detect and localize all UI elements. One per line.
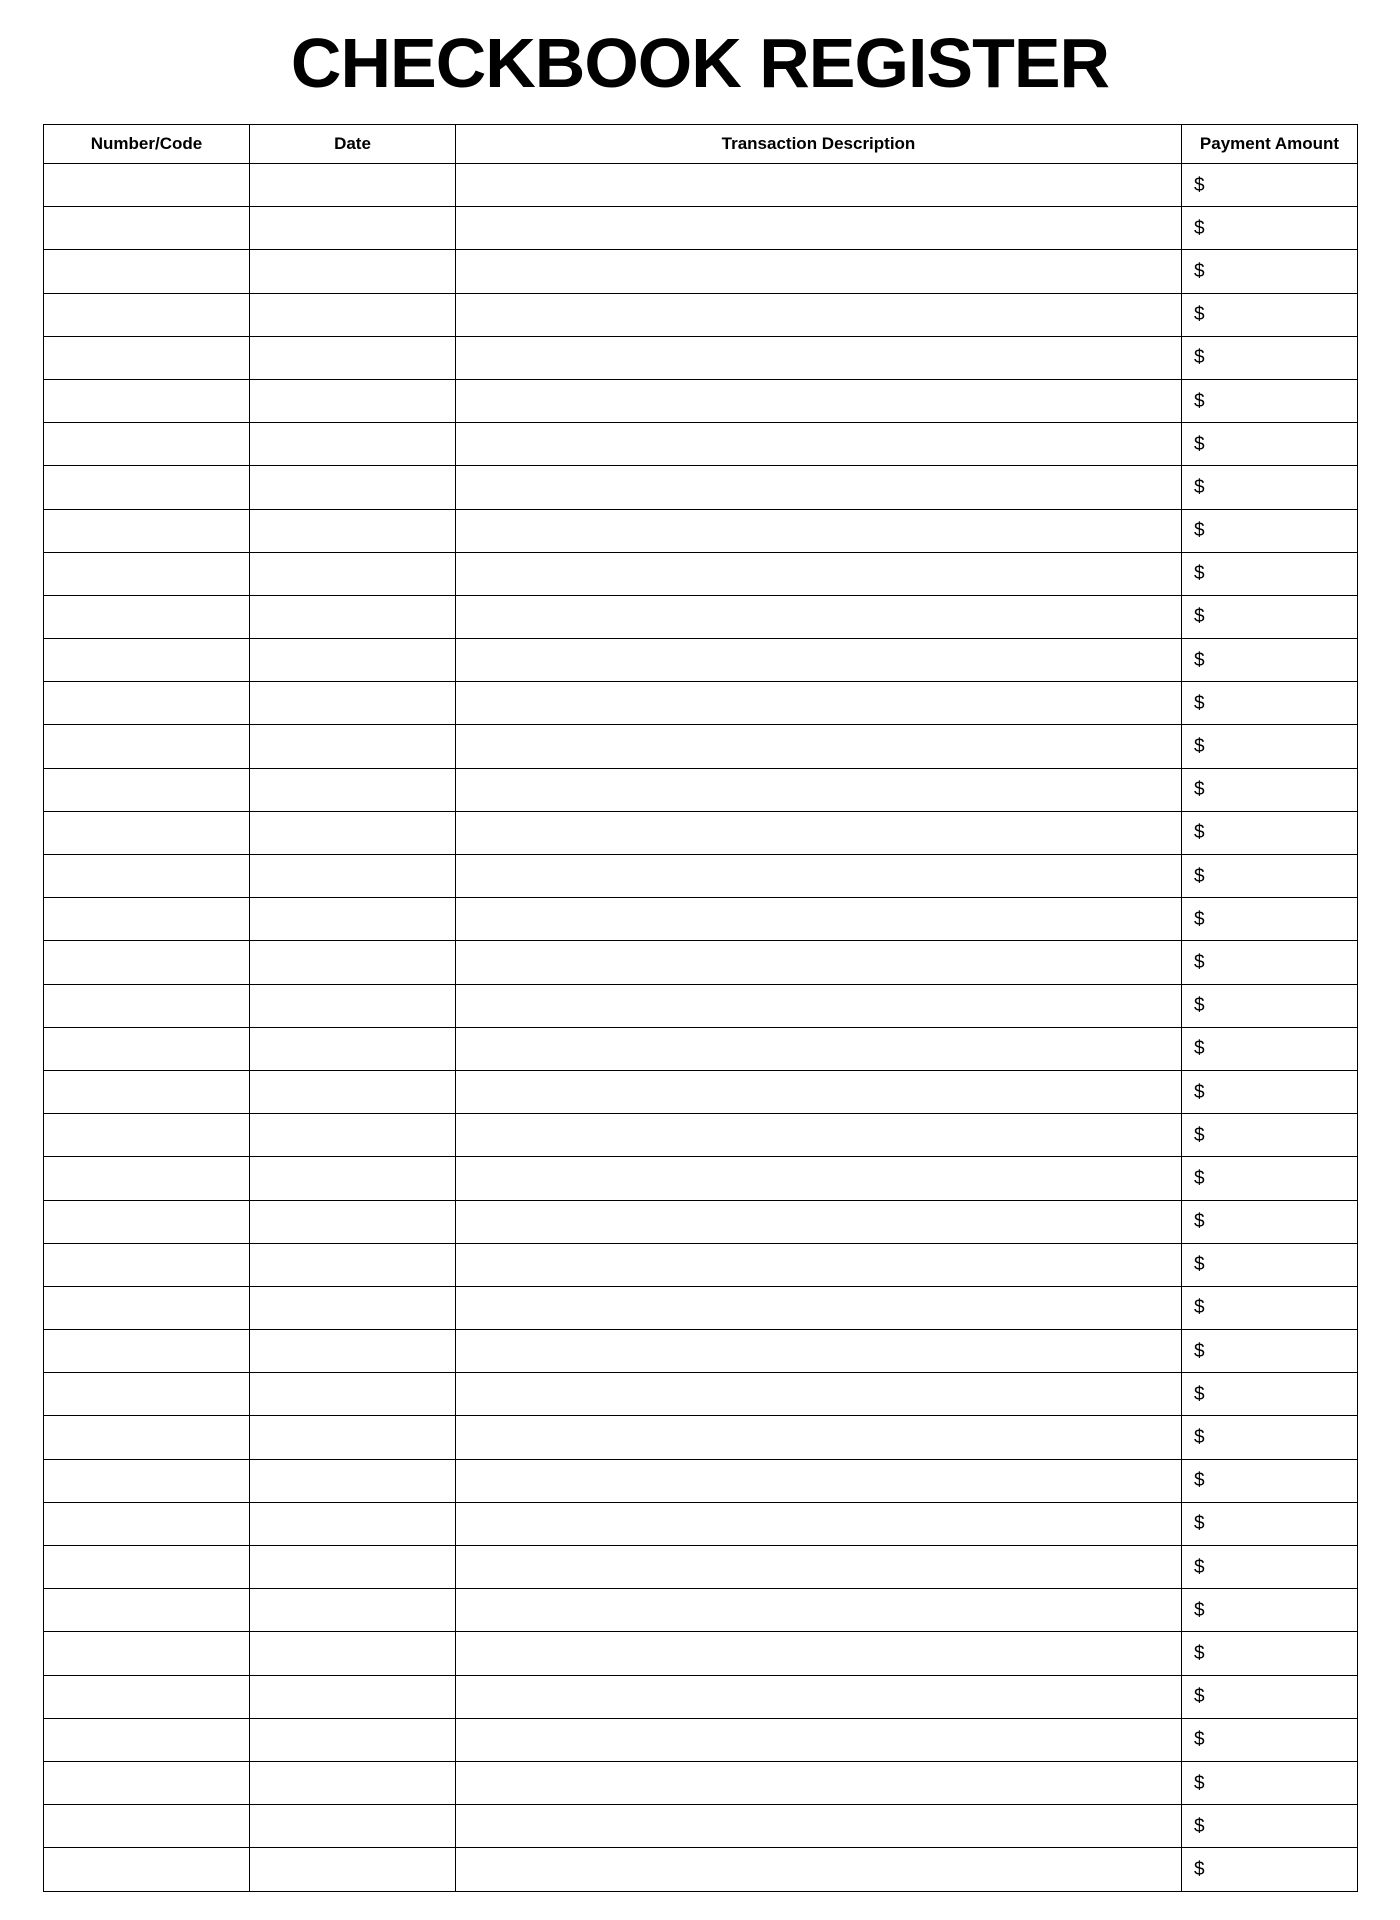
table-row[interactable] (44, 1546, 1358, 1589)
table-row[interactable] (44, 1070, 1358, 1113)
cell-number-code[interactable] (44, 1070, 250, 1113)
cell-date[interactable] (250, 552, 456, 595)
currency-symbol: $ (1194, 1383, 1205, 1405)
table-row[interactable] (44, 1761, 1358, 1804)
cell-payment-amount[interactable] (1182, 423, 1358, 466)
cell-payment-amount[interactable] (1182, 1373, 1358, 1416)
table-row[interactable] (44, 466, 1358, 509)
cell-payment-amount[interactable] (1182, 682, 1358, 725)
cell-date[interactable] (250, 1848, 456, 1891)
cell-number-code[interactable] (44, 725, 250, 768)
cell-date[interactable] (250, 1805, 456, 1848)
cell-transaction-description[interactable] (456, 1200, 1182, 1243)
cell-number-code[interactable] (44, 1459, 250, 1502)
table-header (44, 125, 1358, 164)
cell-payment-amount[interactable] (1182, 1675, 1358, 1718)
cell-payment-amount[interactable] (1182, 855, 1358, 898)
cell-transaction-description[interactable] (456, 1589, 1182, 1632)
table-row[interactable] (44, 552, 1358, 595)
cell-date[interactable] (250, 1502, 456, 1545)
currency-symbol: $ (1194, 1211, 1205, 1233)
cell-number-code[interactable] (44, 1848, 250, 1891)
cell-payment-amount[interactable] (1182, 1200, 1358, 1243)
table-row[interactable] (44, 1200, 1358, 1243)
cell-number-code[interactable] (44, 1589, 250, 1632)
table-row[interactable] (44, 250, 1358, 293)
cell-transaction-description[interactable] (456, 682, 1182, 725)
cell-number-code[interactable] (44, 1675, 250, 1718)
cell-payment-amount[interactable] (1182, 898, 1358, 941)
cell-number-code[interactable] (44, 1114, 250, 1157)
cell-payment-amount[interactable] (1182, 1718, 1358, 1761)
currency-symbol: $ (1194, 1642, 1205, 1664)
cell-date[interactable] (250, 1114, 456, 1157)
cell-date[interactable] (250, 682, 456, 725)
cell-transaction-description[interactable] (456, 423, 1182, 466)
cell-date[interactable] (250, 1459, 456, 1502)
cell-transaction-description[interactable] (456, 725, 1182, 768)
currency-symbol: $ (1194, 951, 1205, 973)
currency-symbol: $ (1194, 476, 1205, 498)
cell-date[interactable] (250, 595, 456, 638)
cell-date[interactable] (250, 1546, 456, 1589)
cell-payment-amount[interactable] (1182, 1848, 1358, 1891)
cell-transaction-description[interactable] (456, 898, 1182, 941)
cell-number-code[interactable] (44, 509, 250, 552)
cell-date[interactable] (250, 423, 456, 466)
currency-symbol: $ (1194, 1729, 1205, 1751)
cell-transaction-description[interactable] (456, 639, 1182, 682)
cell-payment-amount[interactable] (1182, 552, 1358, 595)
column-header-date: Date (250, 125, 456, 164)
cell-number-code[interactable] (44, 164, 250, 207)
table-row[interactable] (44, 1675, 1358, 1718)
cell-payment-amount[interactable] (1182, 1114, 1358, 1157)
cell-number-code[interactable] (44, 250, 250, 293)
cell-date[interactable] (250, 1070, 456, 1113)
cell-transaction-description[interactable] (456, 509, 1182, 552)
cell-number-code[interactable] (44, 1546, 250, 1589)
cell-transaction-description[interactable] (456, 1243, 1182, 1286)
cell-transaction-description[interactable] (456, 1675, 1182, 1718)
currency-symbol: $ (1194, 1038, 1205, 1060)
cell-transaction-description[interactable] (456, 552, 1182, 595)
currency-symbol: $ (1194, 1556, 1205, 1578)
currency-symbol: $ (1194, 1254, 1205, 1276)
cell-number-code[interactable] (44, 1416, 250, 1459)
cell-number-code[interactable] (44, 941, 250, 984)
cell-payment-amount[interactable] (1182, 1459, 1358, 1502)
table-row[interactable] (44, 336, 1358, 379)
currency-symbol: $ (1194, 1686, 1205, 1708)
cell-number-code[interactable] (44, 682, 250, 725)
currency-symbol: $ (1194, 1815, 1205, 1837)
cell-date[interactable] (250, 1675, 456, 1718)
cell-number-code[interactable] (44, 1761, 250, 1804)
cell-date[interactable] (250, 1718, 456, 1761)
currency-symbol: $ (1194, 563, 1205, 585)
cell-number-code[interactable] (44, 1200, 250, 1243)
currency-symbol: $ (1194, 649, 1205, 671)
currency-symbol: $ (1194, 1470, 1205, 1492)
cell-date[interactable] (250, 1157, 456, 1200)
cell-transaction-description[interactable] (456, 1373, 1182, 1416)
table-row[interactable] (44, 1114, 1358, 1157)
cell-date[interactable] (250, 293, 456, 336)
checkbook-register-table (43, 124, 1358, 1892)
cell-date[interactable] (250, 1416, 456, 1459)
table-row[interactable] (44, 682, 1358, 725)
cell-number-code[interactable] (44, 1632, 250, 1675)
cell-date[interactable] (250, 1373, 456, 1416)
currency-symbol: $ (1194, 260, 1205, 282)
table-row[interactable] (44, 1502, 1358, 1545)
cell-number-code[interactable] (44, 293, 250, 336)
cell-date[interactable] (250, 855, 456, 898)
cell-transaction-description[interactable] (456, 1848, 1182, 1891)
table-row[interactable] (44, 639, 1358, 682)
currency-symbol: $ (1194, 433, 1205, 455)
column-header-payment-amount: Payment Amount (1182, 125, 1358, 164)
cell-date[interactable] (250, 250, 456, 293)
cell-date[interactable] (250, 379, 456, 422)
table-row[interactable] (44, 941, 1358, 984)
cell-number-code[interactable] (44, 1027, 250, 1070)
currency-symbol: $ (1194, 1297, 1205, 1319)
cell-number-code[interactable] (44, 336, 250, 379)
currency-symbol: $ (1194, 1772, 1205, 1794)
cell-transaction-description[interactable] (456, 1546, 1182, 1589)
currency-symbol: $ (1194, 865, 1205, 887)
table-row[interactable] (44, 855, 1358, 898)
cell-transaction-description[interactable] (456, 1157, 1182, 1200)
table-row[interactable] (44, 1373, 1358, 1416)
table-row[interactable] (44, 1416, 1358, 1459)
table-row[interactable] (44, 595, 1358, 638)
cell-payment-amount[interactable] (1182, 1286, 1358, 1329)
cell-payment-amount[interactable] (1182, 811, 1358, 854)
cell-payment-amount[interactable] (1182, 984, 1358, 1027)
cell-payment-amount[interactable] (1182, 1546, 1358, 1589)
cell-transaction-description[interactable] (456, 293, 1182, 336)
cell-date[interactable] (250, 639, 456, 682)
cell-payment-amount[interactable] (1182, 1589, 1358, 1632)
cell-transaction-description[interactable] (456, 1459, 1182, 1502)
currency-symbol: $ (1194, 390, 1205, 412)
table-row[interactable] (44, 293, 1358, 336)
cell-date[interactable] (250, 336, 456, 379)
currency-symbol: $ (1194, 347, 1205, 369)
cell-number-code[interactable] (44, 207, 250, 250)
cell-date[interactable] (250, 1027, 456, 1070)
table-row[interactable] (44, 1718, 1358, 1761)
register-table-container (0, 124, 1400, 1892)
cell-date[interactable] (250, 725, 456, 768)
table-row[interactable] (44, 423, 1358, 466)
cell-date[interactable] (250, 1200, 456, 1243)
cell-transaction-description[interactable] (456, 1632, 1182, 1675)
table-row[interactable] (44, 1330, 1358, 1373)
table-row[interactable] (44, 164, 1358, 207)
cell-number-code[interactable] (44, 1805, 250, 1848)
cell-number-code[interactable] (44, 811, 250, 854)
cell-number-code[interactable] (44, 595, 250, 638)
table-header-row (44, 125, 1358, 164)
cell-payment-amount[interactable] (1182, 1416, 1358, 1459)
cell-transaction-description[interactable] (456, 379, 1182, 422)
currency-symbol: $ (1194, 174, 1205, 196)
cell-payment-amount[interactable] (1182, 466, 1358, 509)
cell-transaction-description[interactable] (456, 1027, 1182, 1070)
table-row[interactable] (44, 1027, 1358, 1070)
currency-symbol: $ (1194, 692, 1205, 714)
currency-symbol: $ (1194, 1513, 1205, 1535)
currency-symbol: $ (1194, 1167, 1205, 1189)
cell-payment-amount[interactable] (1182, 595, 1358, 638)
cell-number-code[interactable] (44, 466, 250, 509)
currency-symbol: $ (1194, 822, 1205, 844)
cell-date[interactable] (250, 207, 456, 250)
cell-transaction-description[interactable] (456, 207, 1182, 250)
cell-number-code[interactable] (44, 1373, 250, 1416)
cell-date[interactable] (250, 768, 456, 811)
cell-payment-amount[interactable] (1182, 336, 1358, 379)
cell-transaction-description[interactable] (456, 1718, 1182, 1761)
cell-number-code[interactable] (44, 423, 250, 466)
cell-payment-amount[interactable] (1182, 509, 1358, 552)
cell-payment-amount[interactable] (1182, 639, 1358, 682)
cell-transaction-description[interactable] (456, 1805, 1182, 1848)
cell-date[interactable] (250, 898, 456, 941)
cell-date[interactable] (250, 984, 456, 1027)
currency-symbol: $ (1194, 606, 1205, 628)
cell-date[interactable] (250, 1589, 456, 1632)
cell-payment-amount[interactable] (1182, 1070, 1358, 1113)
column-header-number-code: Number/Code (44, 125, 250, 164)
table-row[interactable] (44, 1157, 1358, 1200)
cell-number-code[interactable] (44, 552, 250, 595)
currency-symbol: $ (1194, 908, 1205, 930)
table-row[interactable] (44, 984, 1358, 1027)
table-row[interactable] (44, 379, 1358, 422)
cell-payment-amount[interactable] (1182, 1157, 1358, 1200)
cell-number-code[interactable] (44, 984, 250, 1027)
cell-transaction-description[interactable] (456, 336, 1182, 379)
cell-transaction-description[interactable] (456, 855, 1182, 898)
table-row[interactable] (44, 509, 1358, 552)
page-title: CHECKBOOK REGISTER (290, 24, 1110, 102)
cell-payment-amount[interactable] (1182, 164, 1358, 207)
cell-number-code[interactable] (44, 1157, 250, 1200)
cell-payment-amount[interactable] (1182, 1027, 1358, 1070)
currency-symbol: $ (1194, 1340, 1205, 1362)
cell-transaction-description[interactable] (456, 1330, 1182, 1373)
cell-number-code[interactable] (44, 898, 250, 941)
cell-number-code[interactable] (44, 639, 250, 682)
currency-symbol: $ (1194, 520, 1205, 542)
cell-payment-amount[interactable] (1182, 1243, 1358, 1286)
cell-date[interactable] (250, 1330, 456, 1373)
cell-number-code[interactable] (44, 1718, 250, 1761)
cell-transaction-description[interactable] (456, 1070, 1182, 1113)
table-row[interactable] (44, 1243, 1358, 1286)
cell-transaction-description[interactable] (456, 250, 1182, 293)
cell-transaction-description[interactable] (456, 595, 1182, 638)
cell-number-code[interactable] (44, 768, 250, 811)
cell-date[interactable] (250, 1761, 456, 1804)
currency-symbol: $ (1194, 995, 1205, 1017)
cell-number-code[interactable] (44, 1330, 250, 1373)
cell-date[interactable] (250, 509, 456, 552)
cell-transaction-description[interactable] (456, 1416, 1182, 1459)
table-row[interactable] (44, 811, 1358, 854)
currency-symbol: $ (1194, 779, 1205, 801)
cell-payment-amount[interactable] (1182, 1330, 1358, 1373)
cell-number-code[interactable] (44, 1502, 250, 1545)
cell-payment-amount[interactable] (1182, 293, 1358, 336)
table-row[interactable] (44, 1848, 1358, 1891)
table-row[interactable] (44, 768, 1358, 811)
cell-payment-amount[interactable] (1182, 1502, 1358, 1545)
table-row[interactable] (44, 725, 1358, 768)
cell-date[interactable] (250, 941, 456, 984)
cell-transaction-description[interactable] (456, 1761, 1182, 1804)
cell-payment-amount[interactable] (1182, 768, 1358, 811)
cell-transaction-description[interactable] (456, 768, 1182, 811)
table-row[interactable] (44, 1589, 1358, 1632)
currency-symbol: $ (1194, 736, 1205, 758)
cell-date[interactable] (250, 466, 456, 509)
currency-symbol: $ (1194, 217, 1205, 239)
cell-date[interactable] (250, 1243, 456, 1286)
cell-transaction-description[interactable] (456, 466, 1182, 509)
cell-transaction-description[interactable] (456, 811, 1182, 854)
cell-number-code[interactable] (44, 1243, 250, 1286)
currency-symbol: $ (1194, 1427, 1205, 1449)
cell-number-code[interactable] (44, 379, 250, 422)
table-row[interactable] (44, 898, 1358, 941)
table-row[interactable] (44, 1805, 1358, 1848)
cell-payment-amount[interactable] (1182, 379, 1358, 422)
cell-date[interactable] (250, 1632, 456, 1675)
cell-transaction-description[interactable] (456, 941, 1182, 984)
cell-transaction-description[interactable] (456, 1114, 1182, 1157)
table-row[interactable] (44, 207, 1358, 250)
cell-transaction-description[interactable] (456, 164, 1182, 207)
cell-date[interactable] (250, 811, 456, 854)
table-row[interactable] (44, 1286, 1358, 1329)
column-header-transaction-description: Transaction Description (456, 125, 1182, 164)
cell-number-code[interactable] (44, 1286, 250, 1329)
cell-payment-amount[interactable] (1182, 1761, 1358, 1804)
cell-transaction-description[interactable] (456, 1502, 1182, 1545)
cell-payment-amount[interactable] (1182, 1805, 1358, 1848)
cell-payment-amount[interactable] (1182, 725, 1358, 768)
cell-payment-amount[interactable] (1182, 250, 1358, 293)
table-row[interactable] (44, 1632, 1358, 1675)
cell-payment-amount[interactable] (1182, 207, 1358, 250)
cell-date[interactable] (250, 1286, 456, 1329)
currency-symbol: $ (1194, 304, 1205, 326)
cell-transaction-description[interactable] (456, 984, 1182, 1027)
currency-symbol: $ (1194, 1081, 1205, 1103)
currency-symbol: $ (1194, 1124, 1205, 1146)
currency-symbol: $ (1194, 1858, 1205, 1880)
cell-number-code[interactable] (44, 855, 250, 898)
table-body (44, 164, 1358, 1892)
table-row[interactable] (44, 1459, 1358, 1502)
cell-date[interactable] (250, 164, 456, 207)
cell-payment-amount[interactable] (1182, 941, 1358, 984)
currency-symbol: $ (1194, 1599, 1205, 1621)
cell-transaction-description[interactable] (456, 1286, 1182, 1329)
cell-payment-amount[interactable] (1182, 1632, 1358, 1675)
